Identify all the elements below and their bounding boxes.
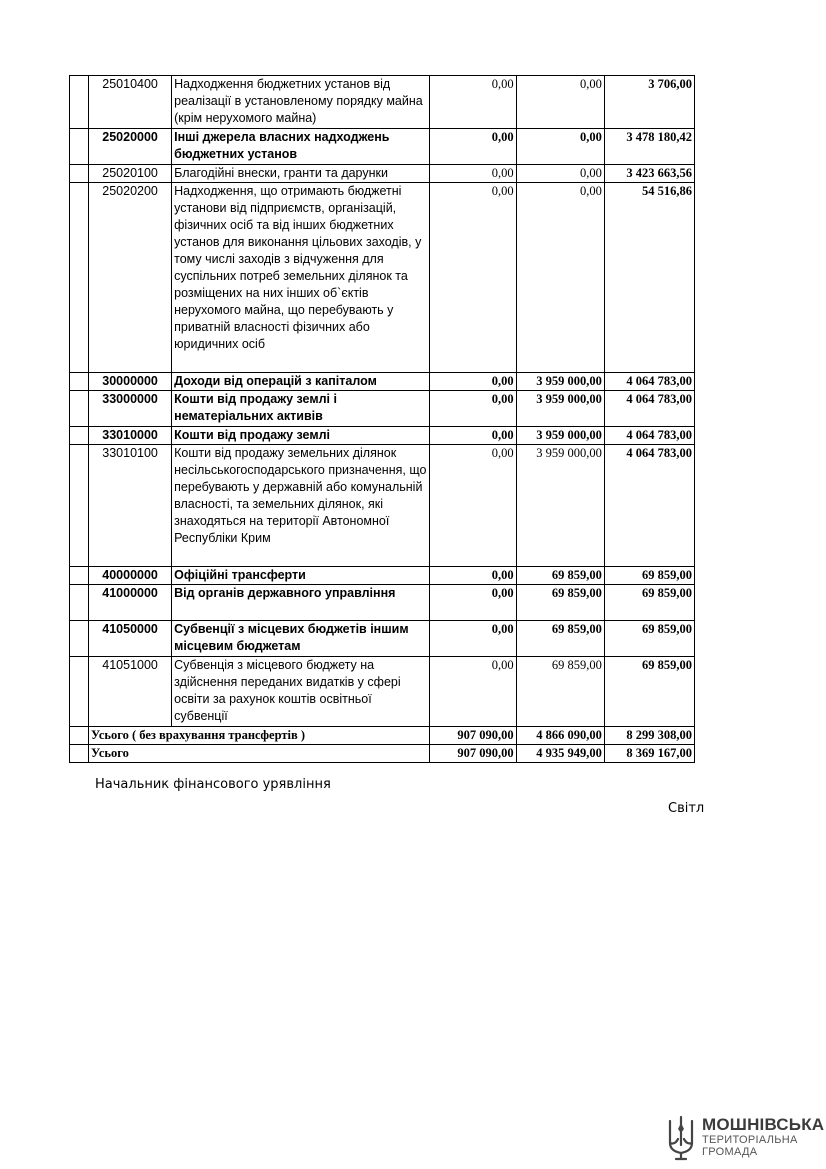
value-1-cell: 0,00 (429, 621, 516, 657)
logo-title: МОШНІВСЬКА (702, 1115, 825, 1134)
code-cell: 41051000 (89, 657, 172, 727)
value-2-cell: 69 859,00 (516, 657, 604, 727)
value-3-cell: 69 859,00 (604, 567, 694, 585)
name-cell: Субвенція з місцевого бюджету на здійснення переданих видатків у сфері освіти за рахунок коштів освітньої субвенції (172, 657, 429, 727)
value-2-cell: 3 959 000,00 (516, 445, 604, 567)
table-row (70, 427, 695, 445)
row-marker-cell (70, 391, 89, 427)
table-row (70, 445, 695, 567)
value-2-cell: 0,00 (516, 165, 604, 183)
code-cell: 33000000 (89, 391, 172, 427)
table-row (70, 76, 695, 129)
total-row-without-transfers (70, 727, 695, 745)
table-row (70, 165, 695, 183)
value-2-cell: 69 859,00 (516, 585, 604, 621)
value-1-cell: 0,00 (429, 373, 516, 391)
value-2-cell: 3 959 000,00 (516, 427, 604, 445)
value-3-cell: 4 064 783,00 (604, 427, 694, 445)
value-2-cell: 69 859,00 (516, 621, 604, 657)
code-cell: 41050000 (89, 621, 172, 657)
row-marker-cell (70, 727, 89, 745)
row-marker-cell (70, 373, 89, 391)
name-cell: Доходи від операцій з капіталом (172, 373, 429, 391)
total-value-3: 8 299 308,00 (604, 727, 694, 745)
value-2-cell: 69 859,00 (516, 567, 604, 585)
total-label: Усього ( без врахування трансфертів ) (89, 727, 430, 745)
code-cell: 41000000 (89, 585, 172, 621)
row-marker-cell (70, 657, 89, 727)
name-cell: Від органів державного управління (172, 585, 429, 621)
value-3-cell: 69 859,00 (604, 621, 694, 657)
value-2-cell: 0,00 (516, 76, 604, 129)
total-row (70, 745, 695, 763)
value-1-cell: 0,00 (429, 427, 516, 445)
value-3-cell: 3 706,00 (604, 76, 694, 129)
row-marker-cell (70, 129, 89, 165)
name-cell: Надходження, що отримають бюджетні установи від підприємств, організацій, фізичних осіб та від інших бюджетних установ для виконання цільових заходів, у тому числі заходів з відчуження для суспільних потреб земельних ділянок та розміщених на них інших об`єктів нерухомого майна, що перебувають у приватній власності фізичних або юридичних осіб (172, 183, 429, 373)
name-cell: Субвенції з місцевих бюджетів іншим місцевим бюджетам (172, 621, 429, 657)
table-row (70, 183, 695, 373)
signature-title: Начальник фінансового урявління (95, 777, 331, 792)
value-1-cell: 0,00 (429, 585, 516, 621)
code-cell: 25020100 (89, 165, 172, 183)
row-marker-cell (70, 621, 89, 657)
name-cell: Офіційні трансферти (172, 567, 429, 585)
code-cell: 25020200 (89, 183, 172, 373)
name-cell: Кошти від продажу землі (172, 427, 429, 445)
row-marker-cell (70, 76, 89, 129)
code-cell: 40000000 (89, 567, 172, 585)
table-row (70, 621, 695, 657)
total-value-1: 907 090,00 (429, 727, 516, 745)
row-marker-cell (70, 445, 89, 567)
value-1-cell: 0,00 (429, 567, 516, 585)
value-2-cell: 0,00 (516, 129, 604, 165)
row-marker-cell (70, 745, 89, 763)
table-row (70, 373, 695, 391)
value-1-cell: 0,00 (429, 445, 516, 567)
logo-subtitle-2: ГРОМАДА (702, 1146, 758, 1158)
value-1-cell: 0,00 (429, 183, 516, 373)
name-cell: Благодійні внески, гранти та дарунки (172, 165, 429, 183)
total-label: Усього (89, 745, 430, 763)
value-3-cell: 69 859,00 (604, 585, 694, 621)
value-2-cell: 3 959 000,00 (516, 391, 604, 427)
signature-name: Світл (668, 801, 705, 816)
value-3-cell: 69 859,00 (604, 657, 694, 727)
value-3-cell: 54 516,86 (604, 183, 694, 373)
code-cell: 30000000 (89, 373, 172, 391)
value-3-cell: 4 064 783,00 (604, 373, 694, 391)
value-3-cell: 4 064 783,00 (604, 445, 694, 567)
trident-icon (666, 1115, 696, 1161)
table-row (70, 129, 695, 165)
name-cell: Кошти від продажу землі і нематеріальних активів (172, 391, 429, 427)
community-logo (666, 1113, 825, 1163)
total-value-2: 4 866 090,00 (516, 727, 604, 745)
row-marker-cell (70, 567, 89, 585)
table-row (70, 657, 695, 727)
logo-subtitle: ТЕРИТОРІАЛЬНА (702, 1134, 798, 1146)
total-value-3: 8 369 167,00 (604, 745, 694, 763)
row-marker-cell (70, 183, 89, 373)
name-cell: Інші джерела власних надходжень бюджетних установ (172, 129, 429, 165)
table-row (70, 567, 695, 585)
code-cell: 25020000 (89, 129, 172, 165)
name-cell: Кошти від продажу земельних ділянок несільськогосподарського призначення, що перебувають у державній або комунальній власності, та земельних ділянок, які знаходяться на території Автономної Республіки Крим (172, 445, 429, 567)
value-1-cell: 0,00 (429, 129, 516, 165)
table-row (70, 585, 695, 621)
table-row (70, 391, 695, 427)
value-1-cell: 0,00 (429, 391, 516, 427)
name-cell: Надходження бюджетних установ від реалізації в установленому порядку майна (крім нерухомого майна) (172, 76, 429, 129)
value-2-cell: 3 959 000,00 (516, 373, 604, 391)
row-marker-cell (70, 427, 89, 445)
row-marker-cell (70, 165, 89, 183)
budget-table (69, 75, 695, 763)
value-1-cell: 0,00 (429, 76, 516, 129)
row-marker-cell (70, 585, 89, 621)
total-value-2: 4 935 949,00 (516, 745, 604, 763)
value-1-cell: 0,00 (429, 165, 516, 183)
value-3-cell: 3 478 180,42 (604, 129, 694, 165)
value-2-cell: 0,00 (516, 183, 604, 373)
value-1-cell: 0,00 (429, 657, 516, 727)
code-cell: 25010400 (89, 76, 172, 129)
code-cell: 33010000 (89, 427, 172, 445)
total-value-1: 907 090,00 (429, 745, 516, 763)
value-3-cell: 3 423 663,56 (604, 165, 694, 183)
code-cell: 33010100 (89, 445, 172, 567)
value-3-cell: 4 064 783,00 (604, 391, 694, 427)
